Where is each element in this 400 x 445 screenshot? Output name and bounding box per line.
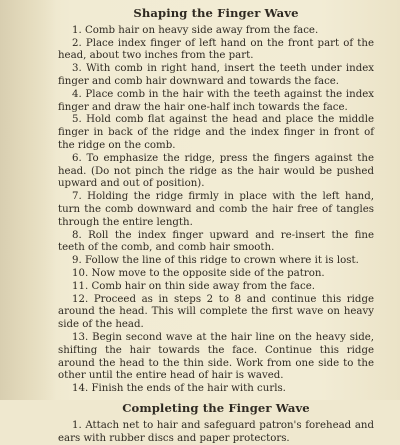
step-5: 5. Hold comb flat against the head and place the middle finger in back of the ridge and the index finger in front of the ridge on the comb. [58,114,374,151]
step-13: 13. Begin second wave at the hair line on the heavy side, shifting the hair towards the face. Continue this ridge around the head to the thin side. Work from one side to the other until the entire head of hair is waved. [58,331,374,382]
top-text-fragment [76,0,374,3]
step-6: 6. To emphasize the ridge, press the fingers against the head. (Do not pinch the ridge as the hair would be pushed upward and out of position). [58,152,374,190]
step-11: 11. Comb hair on thin side away from the face. [72,280,315,292]
step-14: 14. Finish the ends of the hair with curls. [72,383,286,395]
step-10: 10. Now move to the opposite side of the patron. [72,267,325,279]
step-12: 12. Proceed as in steps 2 to 8 and continue this ridge around the head. This will complete the first wave on heavy side of the head. [58,293,374,331]
section-title-shaping: Shaping the Finger Wave [133,6,299,20]
completing-steps-list [58,420,374,445]
completing-step-1: 1. Attach net to hair and safeguard patron's forehead and ears with rubber discs and paper protectors. [58,419,374,444]
step-2: 2. Place index finger of left hand on the front part of the head, about two inches from the part. [58,37,374,62]
step-9: 9. Follow the line of this ridge to crown where it is lost. [72,255,359,267]
page-gutter-shadow [0,0,56,400]
step-3: 3. With comb in right hand, insert the teeth under index finger and comb hair downward and towards the face. [58,63,374,87]
shaping-steps-list [58,25,374,396]
step-1: 1. Comb hair on heavy side away from the face. [72,24,319,36]
step-7: 7. Holding the ridge firmly in place with the left hand, turn the comb downward and comb the hair free of tangles through the entire length. [58,191,374,228]
page-content [58,0,374,445]
section-title-completing: Completing the Finger Wave [122,400,310,415]
step-8: 8. Roll the index finger upward and re-insert the fine teeth of the comb, and comb hair smooth. [58,229,374,254]
step-4: 4. Place comb in the hair with the teeth against the index finger and draw the hair one-half inch towards the face. [58,88,374,113]
